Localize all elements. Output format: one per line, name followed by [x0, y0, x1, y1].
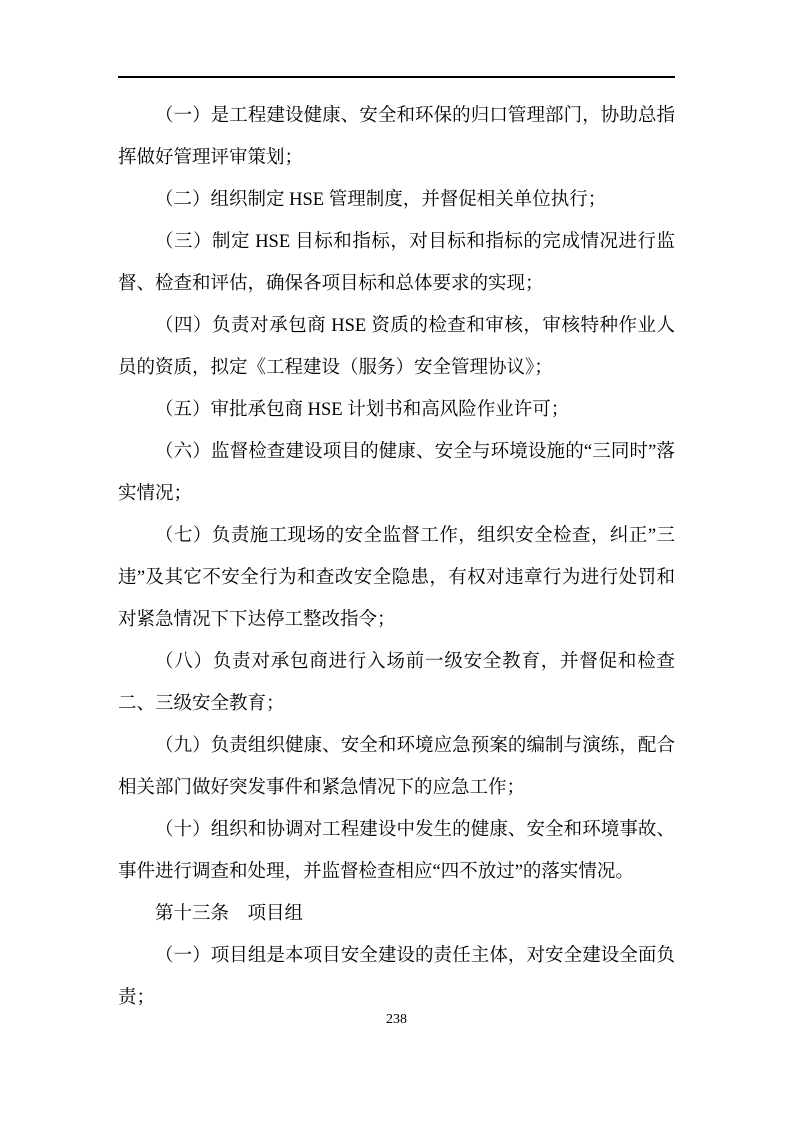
clause-item-4: （四）负责对承包商 HSE 资质的检查和审核，审核特种作业人员的资质，拟定《工程建设（服务）安全管理协议》； — [118, 316, 675, 378]
clause-item-10: （十）组织和协调对工程建设中发生的健康、安全和环境事故、事件进行调查和处理，并监督检查相应“四不放过”的落实情况。 — [118, 820, 675, 882]
clause-item-11: （一）项目组是本项目安全建设的责任主体，对安全建设全面负责； — [118, 946, 675, 1008]
clause-item-3: （三）制定 HSE 目标和指标，对目标和指标的完成情况进行监督、检查和评估，确保各项目标和总体要求的实现； — [118, 232, 675, 294]
clause-item-7: （七）负责施工现场的安全监督工作，组织安全检查，纠正”三违”及其它不安全行为和查改安全隐患，有权对违章行为进行处罚和对紧急情况下下达停工整改指令； — [118, 526, 675, 630]
header-rule — [118, 76, 675, 78]
clause-item-9: （九）负责组织健康、安全和环境应急预案的编制与演练，配合相关部门做好突发事件和紧急情况下的应急工作； — [118, 736, 675, 798]
clause-item-1: （一）是工程建设健康、安全和环保的归口管理部门，协助总指挥做好管理评审策划； — [118, 106, 675, 168]
document-body — [118, 95, 675, 1019]
section-heading: 第十三条 项目组 — [155, 904, 304, 924]
clause-item-2: （二）组织制定 HSE 管理制度，并督促相关单位执行； — [155, 190, 607, 210]
page-number: 238 — [386, 1012, 407, 1027]
clause-item-6: （六）监督检查建设项目的健康、安全与环境设施的“三同时”落实情况； — [118, 442, 675, 504]
clause-item-8: （八）负责对承包商进行入场前一级安全教育，并督促和检查二、三级安全教育； — [118, 652, 675, 714]
clause-item-5: （五）审批承包商 HSE 计划书和高风险作业许可； — [155, 400, 570, 420]
